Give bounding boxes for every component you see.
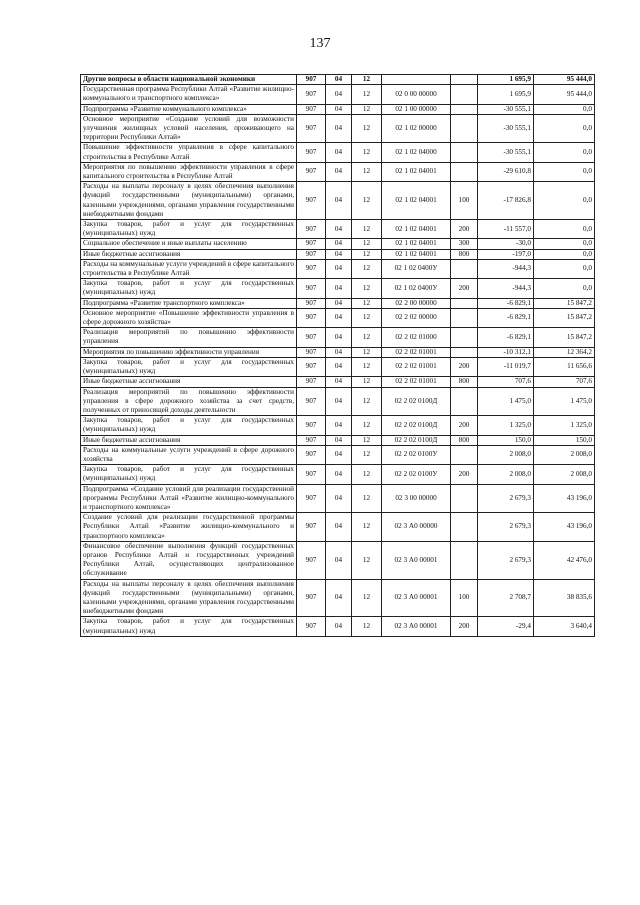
row-pr-code: 12	[352, 220, 382, 239]
row-description: Подпрограмма «Развитие транспортного комплекса»	[81, 298, 297, 308]
row-rz-code: 04	[326, 484, 352, 513]
row-rz-code: 04	[326, 445, 352, 464]
row-expense-type	[451, 259, 478, 278]
row-target-article: 02 1 02 04001	[382, 220, 451, 239]
row-amount-2: 42 476,0	[534, 541, 595, 579]
row-amount-1: 1 475,0	[478, 387, 534, 416]
row-pr-code: 12	[352, 579, 382, 617]
row-description: Повышение эффективности управления в сфере капитального строительства в Республике Алтай	[81, 143, 297, 162]
row-description: Финансовое обеспечение выполнения функций государственных органов Республики Алтай и государственных учреждений Республики Алтай, осуществляющих централизованное обслуживание	[81, 541, 297, 579]
row-expense-type: 200	[451, 357, 478, 376]
row-target-article: 02 3 А0 00001	[382, 541, 451, 579]
row-pr-code: 12	[352, 513, 382, 542]
row-amount-2: 11 656,6	[534, 357, 595, 376]
row-amount-2: 12 364,2	[534, 347, 595, 357]
table-row	[81, 104, 595, 114]
table-row	[81, 114, 595, 143]
page-number: 137	[309, 36, 331, 51]
row-target-article: 02 1 02 04001	[382, 182, 451, 220]
row-amount-1: 2 679,3	[478, 541, 534, 579]
row-description: Государственная программа Республики Алтай «Развитие жилищно-коммунального и транспортного комплекса»	[81, 85, 297, 104]
row-description: Реализация мероприятий по повышению эффективности управления в сфере дорожного хозяйства за счет средств, полученных от приносящей доходы деятельности	[81, 387, 297, 416]
row-pr-code: 12	[352, 182, 382, 220]
row-gr-code: 907	[297, 377, 326, 387]
row-amount-2: 2 008,0	[534, 465, 595, 484]
table-row	[81, 579, 595, 617]
row-expense-type: 200	[451, 465, 478, 484]
row-amount-2: 707,6	[534, 377, 595, 387]
row-target-article: 02 1 00 00000	[382, 104, 451, 114]
row-gr-code: 907	[297, 259, 326, 278]
row-description: Социальное обеспечение и иные выплаты населению	[81, 239, 297, 249]
row-description: Расходы на коммунальные услуги учреждений в сфере капитального строительства в Республике Алтай	[81, 259, 297, 278]
row-gr-code: 907	[297, 220, 326, 239]
table-row	[81, 279, 595, 298]
row-expense-type	[451, 114, 478, 143]
row-pr-code: 12	[352, 114, 382, 143]
row-expense-type	[451, 513, 478, 542]
row-target-article: 02 1 02 04001	[382, 239, 451, 249]
row-target-article: 02 2 00 00000	[382, 298, 451, 308]
table-row	[81, 143, 595, 162]
row-amount-1: -30 555,1	[478, 104, 534, 114]
table-row	[81, 347, 595, 357]
row-amount-2: 43 196,0	[534, 513, 595, 542]
row-expense-type	[451, 162, 478, 181]
row-rz-code: 04	[326, 259, 352, 278]
row-gr-code: 907	[297, 298, 326, 308]
row-rz-code: 04	[326, 347, 352, 357]
row-description: Расходы на выплаты персоналу в целях обеспечения выполнения функций государственными (муниципальными) органами, казенными учреждениями, органами управления государственными внебюджетными фондами	[81, 182, 297, 220]
budget-table	[80, 74, 595, 637]
row-amount-1: -944,3	[478, 279, 534, 298]
row-gr-code: 907	[297, 104, 326, 114]
row-rz-code: 04	[326, 513, 352, 542]
row-amount-2: 0,0	[534, 104, 595, 114]
row-amount-1: 1 695,9	[478, 85, 534, 104]
row-gr-code: 907	[297, 617, 326, 636]
row-description: Иные бюджетные ассигнования	[81, 377, 297, 387]
row-target-article: 02 2 02 0100У	[382, 465, 451, 484]
row-target-article: 02 2 02 0100Д	[382, 387, 451, 416]
row-target-article: 02 2 02 0100Д	[382, 435, 451, 445]
row-target-article: 02 2 02 0100У	[382, 445, 451, 464]
table-row	[81, 328, 595, 347]
row-expense-type	[451, 298, 478, 308]
row-rz-code: 04	[326, 579, 352, 617]
table-row	[81, 541, 595, 579]
table-row	[81, 435, 595, 445]
table-row	[81, 249, 595, 259]
table-row	[81, 377, 595, 387]
row-pr-code: 12	[352, 249, 382, 259]
row-description: Подпрограмма «Создание условий для реализации государственной программы Республики Алтай «Развитие жилищно-коммунального и транспортного комплекса»	[81, 484, 297, 513]
row-description: Закупка товаров, работ и услуг для государственных (муниципальных) нужд	[81, 465, 297, 484]
row-pr-code: 12	[352, 298, 382, 308]
row-gr-code: 907	[297, 347, 326, 357]
row-rz-code: 04	[326, 114, 352, 143]
row-rz-code: 04	[326, 239, 352, 249]
row-gr-code: 907	[297, 328, 326, 347]
row-gr-code: 907	[297, 75, 326, 85]
table-row	[81, 75, 595, 85]
table-row	[81, 445, 595, 464]
row-pr-code: 12	[352, 143, 382, 162]
row-amount-1: -30 555,1	[478, 143, 534, 162]
row-amount-1: -6 829,1	[478, 298, 534, 308]
table-row	[81, 162, 595, 181]
row-amount-1: 2 008,0	[478, 465, 534, 484]
row-pr-code: 12	[352, 259, 382, 278]
row-pr-code: 12	[352, 75, 382, 85]
row-amount-1: 2 679,3	[478, 484, 534, 513]
table-row	[81, 182, 595, 220]
row-target-article: 02 3 А0 00001	[382, 617, 451, 636]
row-target-article: 02 2 02 01001	[382, 357, 451, 376]
row-amount-2: 95 444,0	[534, 75, 595, 85]
row-gr-code: 907	[297, 387, 326, 416]
row-amount-1: -11 019,7	[478, 357, 534, 376]
row-description: Создание условий для реализации государственной программы Республики Алтай «Развитие жилищно-коммунального и транспортного комплекса»	[81, 513, 297, 542]
row-expense-type: 200	[451, 220, 478, 239]
row-amount-2: 0,0	[534, 220, 595, 239]
row-target-article: 02 2 02 01000	[382, 328, 451, 347]
row-expense-type: 200	[451, 416, 478, 435]
row-target-article: 02 2 02 00000	[382, 308, 451, 327]
row-pr-code: 12	[352, 328, 382, 347]
row-gr-code: 907	[297, 114, 326, 143]
row-target-article: 02 2 02 0100Д	[382, 416, 451, 435]
row-pr-code: 12	[352, 541, 382, 579]
row-gr-code: 907	[297, 357, 326, 376]
row-target-article: 02 1 02 04001	[382, 249, 451, 259]
row-gr-code: 907	[297, 513, 326, 542]
row-rz-code: 04	[326, 279, 352, 298]
row-rz-code: 04	[326, 308, 352, 327]
row-amount-2: 0,0	[534, 259, 595, 278]
row-target-article: 02 1 02 0400У	[382, 259, 451, 278]
row-rz-code: 04	[326, 162, 352, 181]
table-row	[81, 357, 595, 376]
budget-table-body	[81, 75, 595, 637]
row-expense-type	[451, 484, 478, 513]
row-rz-code: 04	[326, 220, 352, 239]
row-description: Закупка товаров, работ и услуг для государственных (муниципальных) нужд	[81, 617, 297, 636]
row-amount-1: -29 610,8	[478, 162, 534, 181]
row-expense-type: 300	[451, 239, 478, 249]
row-amount-2: 3 640,4	[534, 617, 595, 636]
row-target-article: 02 1 02 04000	[382, 143, 451, 162]
row-amount-1: -11 557,0	[478, 220, 534, 239]
row-gr-code: 907	[297, 279, 326, 298]
row-expense-type	[451, 75, 478, 85]
row-pr-code: 12	[352, 445, 382, 464]
row-pr-code: 12	[352, 377, 382, 387]
row-expense-type: 100	[451, 579, 478, 617]
row-rz-code: 04	[326, 85, 352, 104]
row-rz-code: 04	[326, 328, 352, 347]
row-expense-type	[451, 85, 478, 104]
row-amount-2: 150,0	[534, 435, 595, 445]
row-amount-1: 707,6	[478, 377, 534, 387]
row-amount-2: 15 847,2	[534, 308, 595, 327]
row-target-article: 02 1 02 0400У	[382, 279, 451, 298]
row-description: Реализация мероприятий по повышению эффективности управления	[81, 328, 297, 347]
row-rz-code: 04	[326, 465, 352, 484]
row-rz-code: 04	[326, 377, 352, 387]
row-pr-code: 12	[352, 387, 382, 416]
row-rz-code: 04	[326, 387, 352, 416]
row-amount-1: -30 555,1	[478, 114, 534, 143]
row-expense-type	[451, 347, 478, 357]
row-amount-2: 0,0	[534, 249, 595, 259]
row-expense-type	[451, 308, 478, 327]
row-amount-1: -6 829,1	[478, 328, 534, 347]
row-amount-1: -10 312,1	[478, 347, 534, 357]
row-amount-2: 1 475,0	[534, 387, 595, 416]
row-description: Расходы на выплаты персоналу в целях обеспечения выполнения функций государственными (муниципальными) органами, казенными учреждениями, органами управления государственными внебюджетными фондами	[81, 579, 297, 617]
row-gr-code: 907	[297, 579, 326, 617]
row-amount-2: 95 444,0	[534, 85, 595, 104]
row-amount-1: -944,3	[478, 259, 534, 278]
row-pr-code: 12	[352, 617, 382, 636]
row-amount-2: 38 835,6	[534, 579, 595, 617]
row-expense-type	[451, 143, 478, 162]
row-description: Закупка товаров, работ и услуг для государственных (муниципальных) нужд	[81, 416, 297, 435]
row-amount-2: 15 847,2	[534, 298, 595, 308]
row-amount-1: -29,4	[478, 617, 534, 636]
row-target-article: 02 0 00 00000	[382, 85, 451, 104]
row-description: Мероприятия по повышению эффективности управления	[81, 347, 297, 357]
row-gr-code: 907	[297, 445, 326, 464]
row-target-article: 02 2 02 01001	[382, 377, 451, 387]
row-expense-type	[451, 328, 478, 347]
row-pr-code: 12	[352, 239, 382, 249]
row-pr-code: 12	[352, 465, 382, 484]
row-rz-code: 04	[326, 182, 352, 220]
table-row	[81, 617, 595, 636]
row-amount-2: 43 196,0	[534, 484, 595, 513]
row-amount-2: 0,0	[534, 239, 595, 249]
row-amount-1: -30,0	[478, 239, 534, 249]
row-target-article: 02 3 00 00000	[382, 484, 451, 513]
row-gr-code: 907	[297, 541, 326, 579]
row-target-article	[382, 75, 451, 85]
row-expense-type: 800	[451, 377, 478, 387]
row-gr-code: 907	[297, 416, 326, 435]
row-rz-code: 04	[326, 143, 352, 162]
row-description: Мероприятия по повышению эффективности управления в сфере капитального строительства в Республике Алтай	[81, 162, 297, 181]
row-pr-code: 12	[352, 104, 382, 114]
row-amount-1: 1 325,0	[478, 416, 534, 435]
row-amount-1: 1 695,9	[478, 75, 534, 85]
row-amount-2: 0,0	[534, 279, 595, 298]
row-description: Другие вопросы в области национальной экономики	[81, 75, 297, 85]
row-expense-type: 200	[451, 279, 478, 298]
row-rz-code: 04	[326, 416, 352, 435]
row-gr-code: 907	[297, 239, 326, 249]
row-description: Расходы на коммунальные услуги учреждений в сфере дорожного хозяйства	[81, 445, 297, 464]
row-amount-1: 2 708,7	[478, 579, 534, 617]
row-amount-2: 0,0	[534, 182, 595, 220]
row-pr-code: 12	[352, 357, 382, 376]
row-expense-type: 800	[451, 249, 478, 259]
row-description: Подпрограмма «Развитие коммунального комплекса»	[81, 104, 297, 114]
row-target-article: 02 3 А0 00000	[382, 513, 451, 542]
row-pr-code: 12	[352, 308, 382, 327]
row-target-article: 02 3 А0 00001	[382, 579, 451, 617]
row-description: Основное мероприятие «Повышение эффективности управления в сфере дорожного хозяйства»	[81, 308, 297, 327]
row-description: Закупка товаров, работ и услуг для государственных (муниципальных) нужд	[81, 220, 297, 239]
row-expense-type	[451, 445, 478, 464]
row-expense-type	[451, 541, 478, 579]
row-gr-code: 907	[297, 435, 326, 445]
row-amount-2: 1 325,0	[534, 416, 595, 435]
row-description: Закупка товаров, работ и услуг для государственных (муниципальных) нужд	[81, 279, 297, 298]
row-amount-1: 2 008,0	[478, 445, 534, 464]
table-row	[81, 239, 595, 249]
table-row	[81, 513, 595, 542]
row-expense-type: 200	[451, 617, 478, 636]
row-pr-code: 12	[352, 162, 382, 181]
row-pr-code: 12	[352, 85, 382, 104]
table-row	[81, 298, 595, 308]
row-gr-code: 907	[297, 143, 326, 162]
row-expense-type: 100	[451, 182, 478, 220]
row-pr-code: 12	[352, 435, 382, 445]
row-pr-code: 12	[352, 416, 382, 435]
table-row	[81, 484, 595, 513]
row-expense-type	[451, 387, 478, 416]
row-rz-code: 04	[326, 75, 352, 85]
row-pr-code: 12	[352, 347, 382, 357]
row-rz-code: 04	[326, 617, 352, 636]
row-gr-code: 907	[297, 162, 326, 181]
row-amount-1: -17 826,8	[478, 182, 534, 220]
table-row	[81, 220, 595, 239]
row-rz-code: 04	[326, 298, 352, 308]
row-rz-code: 04	[326, 104, 352, 114]
table-row	[81, 416, 595, 435]
row-rz-code: 04	[326, 435, 352, 445]
row-amount-1: 2 679,3	[478, 513, 534, 542]
row-target-article: 02 2 02 01001	[382, 347, 451, 357]
table-row	[81, 465, 595, 484]
row-gr-code: 907	[297, 85, 326, 104]
row-amount-2: 15 847,2	[534, 328, 595, 347]
table-row	[81, 85, 595, 104]
row-pr-code: 12	[352, 279, 382, 298]
row-description: Иные бюджетные ассигнования	[81, 435, 297, 445]
row-gr-code: 907	[297, 249, 326, 259]
row-expense-type: 800	[451, 435, 478, 445]
table-row	[81, 259, 595, 278]
row-amount-2: 0,0	[534, 143, 595, 162]
row-amount-2: 2 008,0	[534, 445, 595, 464]
row-amount-2: 0,0	[534, 114, 595, 143]
row-amount-1: 150,0	[478, 435, 534, 445]
row-gr-code: 907	[297, 308, 326, 327]
row-amount-1: -6 829,1	[478, 308, 534, 327]
row-expense-type	[451, 104, 478, 114]
row-rz-code: 04	[326, 357, 352, 376]
row-rz-code: 04	[326, 541, 352, 579]
row-description: Закупка товаров, работ и услуг для государственных (муниципальных) нужд	[81, 357, 297, 376]
row-target-article: 02 1 02 04001	[382, 162, 451, 181]
row-target-article: 02 1 02 00000	[382, 114, 451, 143]
row-description: Основное мероприятие «Создание условий для возможности улучшения жилищных условий населения, проживающего на территории Республики Алтай»	[81, 114, 297, 143]
row-description: Иные бюджетные ассигнования	[81, 249, 297, 259]
row-gr-code: 907	[297, 465, 326, 484]
row-rz-code: 04	[326, 249, 352, 259]
table-row	[81, 387, 595, 416]
row-gr-code: 907	[297, 182, 326, 220]
row-amount-2: 0,0	[534, 162, 595, 181]
table-row	[81, 308, 595, 327]
row-gr-code: 907	[297, 484, 326, 513]
row-pr-code: 12	[352, 484, 382, 513]
row-amount-1: -197,0	[478, 249, 534, 259]
